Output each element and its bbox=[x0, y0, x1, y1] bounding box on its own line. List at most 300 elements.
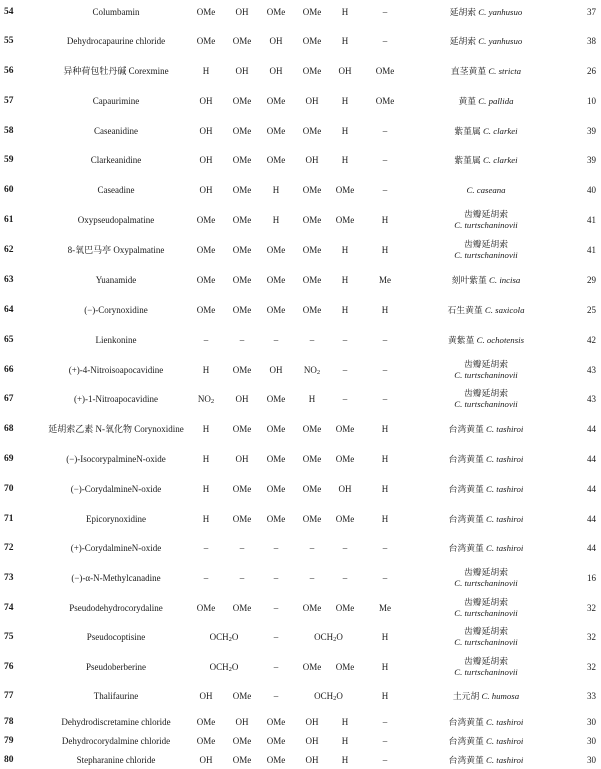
substituent-r1: OMe bbox=[196, 215, 216, 225]
plant-source-cn: 台湾黄堇 bbox=[448, 484, 487, 494]
substituent-r4: OH bbox=[305, 717, 319, 727]
table-row bbox=[0, 421, 601, 437]
plant-source-cn: 齿瓣延胡索 bbox=[464, 388, 508, 398]
substituent-r5: OMe bbox=[335, 662, 355, 672]
reference-number: 41 bbox=[587, 215, 596, 225]
substituent-r3: OMe bbox=[266, 717, 286, 727]
reference-number: 43 bbox=[587, 365, 596, 375]
compound-name: Caseanidine bbox=[94, 126, 138, 136]
compound-number: 64 bbox=[4, 305, 14, 315]
compound-name: (−)-α-N-Methylcanadine bbox=[71, 573, 161, 583]
substituent-r3: OMe bbox=[266, 454, 286, 464]
substituent-r2: OMe bbox=[232, 96, 252, 106]
plant-source bbox=[416, 332, 556, 348]
table-row bbox=[0, 451, 601, 467]
compound-number: 57 bbox=[4, 96, 14, 106]
plant-source bbox=[416, 63, 556, 79]
plant-source-latin: C. tashiroi bbox=[486, 755, 524, 765]
substituent-r4: OH bbox=[305, 96, 319, 106]
plant-source-latin: C. yanhusuo bbox=[478, 36, 523, 46]
substituent-r4: OH bbox=[305, 755, 319, 765]
reference-number: 44 bbox=[587, 514, 596, 524]
plant-source bbox=[416, 33, 556, 49]
plant-source-latin: C. clarkei bbox=[482, 126, 518, 136]
compound-number: 76 bbox=[4, 662, 14, 672]
substituent-r5: OMe bbox=[335, 185, 355, 195]
plant-source bbox=[416, 688, 556, 704]
compound-name: Clarkeanidine bbox=[90, 155, 142, 165]
table-row bbox=[0, 332, 601, 348]
substituent-r3: H bbox=[272, 215, 280, 225]
plant-source-cn: 齿瓣延胡索 bbox=[464, 567, 508, 577]
plant-source-cn: 延胡索 bbox=[449, 7, 479, 17]
compound-name: Dehydrocorydalmine chloride bbox=[61, 736, 171, 746]
table-row bbox=[0, 302, 601, 318]
substituent-r3: – bbox=[273, 632, 279, 642]
substituent-r1: OMe bbox=[196, 36, 216, 46]
reference-number: 38 bbox=[587, 36, 596, 46]
substituent-r2: OMe bbox=[232, 755, 252, 765]
reference-number: 30 bbox=[587, 736, 596, 746]
substituent-r2: OMe bbox=[232, 736, 252, 746]
substituent-r4: OMe bbox=[302, 514, 322, 524]
substituent-r4: OMe bbox=[302, 305, 322, 315]
table-row bbox=[0, 540, 601, 556]
compound-number: 72 bbox=[4, 543, 14, 553]
substituent-r5: H bbox=[341, 275, 349, 285]
plant-source-latin: C. turtschaninovii bbox=[454, 637, 518, 647]
plant-source-latin: C. pallida bbox=[478, 96, 514, 106]
reference-number: 43 bbox=[587, 394, 596, 404]
substituent-r3: OMe bbox=[266, 245, 286, 255]
substituent-r1: – bbox=[203, 543, 209, 553]
substituent-r3: OMe bbox=[266, 755, 286, 765]
plant-source bbox=[416, 182, 556, 198]
substituent-r2: OH bbox=[235, 454, 249, 464]
compound-name: (−)-Corynoxidine bbox=[84, 305, 148, 315]
compound-name: Epicorynoxidine bbox=[86, 514, 146, 524]
table-row bbox=[0, 33, 601, 49]
substituent-r3: – bbox=[273, 691, 279, 701]
plant-source-latin: C. saxicola bbox=[484, 305, 525, 315]
substituent-r2: OMe bbox=[232, 603, 252, 613]
substituent-r2: OMe bbox=[232, 185, 252, 195]
compound-name: Pseudodehydrocorydaline bbox=[69, 603, 163, 613]
compound-number: 60 bbox=[4, 185, 14, 195]
plant-source-cn: 齿瓣延胡索 bbox=[464, 359, 508, 369]
plant-source bbox=[416, 597, 556, 619]
substituent-r2: OH bbox=[235, 717, 249, 727]
plant-source bbox=[416, 481, 556, 497]
substituent-r4: OMe bbox=[302, 662, 322, 672]
substituent-r6: OMe bbox=[375, 66, 395, 76]
table-row bbox=[0, 481, 601, 497]
substituent-r3: OMe bbox=[266, 126, 286, 136]
substituent-r4: – bbox=[309, 543, 315, 553]
plant-source-latin: C. stricta bbox=[488, 66, 522, 76]
reference-number: 42 bbox=[587, 335, 596, 345]
reference-number: 10 bbox=[587, 96, 596, 106]
table-row bbox=[0, 752, 601, 768]
reference-number: 44 bbox=[587, 454, 596, 464]
substituent-r1: H bbox=[202, 484, 210, 494]
reference-number: 29 bbox=[587, 275, 596, 285]
plant-source-cn: 石生黄堇 bbox=[447, 305, 485, 315]
substituent-r4: OMe bbox=[302, 603, 322, 613]
substituent-r3: OMe bbox=[266, 155, 286, 165]
substituent-r6: H bbox=[381, 484, 389, 494]
substituent-r3: – bbox=[273, 543, 279, 553]
substituent-r6: – bbox=[382, 155, 388, 165]
plant-source-latin: C. incisa bbox=[489, 275, 521, 285]
compound-number: 58 bbox=[4, 126, 14, 136]
substituent-r1: H bbox=[202, 365, 210, 375]
compound-number: 65 bbox=[4, 335, 14, 345]
substituent-r5: OMe bbox=[335, 454, 355, 464]
plant-source bbox=[416, 388, 556, 410]
reference-number: 30 bbox=[587, 717, 596, 727]
plant-source-cn: 齿瓣延胡索 bbox=[464, 656, 508, 666]
substituent-r4: $OCH_2O$ bbox=[314, 691, 343, 702]
table-row bbox=[0, 123, 601, 139]
substituent-r6: H bbox=[381, 424, 389, 434]
plant-source-cn: 齿瓣延胡索 bbox=[464, 209, 508, 219]
plant-source-latin: C. turtschaninovii bbox=[454, 578, 518, 588]
compound-name: Columbamin bbox=[92, 7, 140, 17]
substituent-r1: OMe bbox=[196, 305, 216, 315]
plant-source bbox=[416, 4, 556, 20]
compound-name: Pseudoberberine bbox=[86, 662, 146, 672]
substituent-r4: – bbox=[309, 335, 315, 345]
substituent-r1: $OCH_2O$ bbox=[209, 662, 239, 673]
substituent-r6: OMe bbox=[375, 96, 395, 106]
compound-number: 74 bbox=[4, 603, 14, 613]
substituent-r1: – bbox=[203, 335, 209, 345]
table-row bbox=[0, 359, 601, 380]
substituent-r3: – bbox=[273, 573, 279, 583]
plant-source bbox=[416, 656, 556, 678]
substituent-r6: – bbox=[382, 394, 388, 404]
substituent-r2: OMe bbox=[232, 424, 252, 434]
substituent-r5: H bbox=[341, 126, 349, 136]
substituent-r5: OMe bbox=[335, 603, 355, 613]
plant-source-cn: 土元胡 bbox=[452, 691, 482, 701]
substituent-r3: OMe bbox=[266, 484, 286, 494]
table-row bbox=[0, 272, 601, 288]
substituent-r1: H bbox=[202, 424, 210, 434]
compound-name: Dehydrodiscretamine chloride bbox=[61, 717, 171, 727]
table-row bbox=[0, 152, 601, 168]
substituent-r4: OMe bbox=[302, 126, 322, 136]
plant-source-cn: 黄紫堇 bbox=[448, 335, 477, 345]
substituent-r2: OMe bbox=[232, 365, 252, 375]
compound-number: 55 bbox=[4, 36, 14, 46]
substituent-r3: – bbox=[273, 335, 279, 345]
compound-number: 56 bbox=[4, 66, 14, 76]
substituent-r4: OMe bbox=[302, 7, 322, 17]
reference-number: 16 bbox=[587, 573, 596, 583]
substituent-r5: – bbox=[342, 394, 348, 404]
table-row bbox=[0, 209, 601, 230]
compound-name: Caseadine bbox=[97, 185, 135, 195]
compound-number: 75 bbox=[4, 632, 14, 642]
plant-source bbox=[416, 272, 556, 288]
table-row bbox=[0, 182, 601, 198]
substituent-r4: OMe bbox=[302, 66, 322, 76]
substituent-r1: OMe bbox=[196, 7, 216, 17]
reference-number: 32 bbox=[587, 603, 596, 613]
substituent-r2: OMe bbox=[232, 36, 252, 46]
plant-source bbox=[416, 626, 556, 648]
substituent-r5: OMe bbox=[335, 215, 355, 225]
compound-name: Dehydrocapaurine chloride bbox=[66, 36, 166, 46]
reference-number: 39 bbox=[587, 155, 596, 165]
substituent-r5: – bbox=[342, 365, 348, 375]
substituent-r2: – bbox=[239, 573, 245, 583]
substituent-r5: H bbox=[341, 755, 349, 765]
substituent-r1: OMe bbox=[196, 736, 216, 746]
plant-source-cn: 直茎黄堇 bbox=[450, 66, 489, 76]
plant-source-latin: C. tashiroi bbox=[486, 424, 524, 434]
substituent-r2: OH bbox=[235, 7, 249, 17]
substituent-r1: OMe bbox=[196, 275, 216, 285]
substituent-r3: OMe bbox=[266, 96, 286, 106]
table-row bbox=[0, 688, 601, 704]
table-row bbox=[0, 93, 601, 109]
table-row bbox=[0, 388, 601, 409]
substituent-r4: OH bbox=[305, 155, 319, 165]
substituent-r1: OH bbox=[199, 691, 213, 701]
substituent-r6: H bbox=[381, 454, 389, 464]
substituent-r3: OH bbox=[269, 66, 283, 76]
substituent-r4: OMe bbox=[302, 185, 322, 195]
substituent-r1: OH bbox=[199, 96, 213, 106]
plant-source-cn: 台湾黄堇 bbox=[448, 514, 487, 524]
reference-number: 44 bbox=[587, 484, 596, 494]
reference-number: 37 bbox=[587, 7, 596, 17]
compound-number: 78 bbox=[4, 717, 14, 727]
compound-number: 77 bbox=[4, 691, 14, 701]
substituent-r5: H bbox=[341, 736, 349, 746]
substituent-r4: H bbox=[308, 394, 316, 404]
substituent-r4: OMe bbox=[302, 424, 322, 434]
substituent-r2: OMe bbox=[232, 155, 252, 165]
reference-number: 44 bbox=[587, 424, 596, 434]
substituent-r4: $NO_2$ bbox=[303, 365, 321, 376]
substituent-r2: OMe bbox=[232, 215, 252, 225]
plant-source bbox=[416, 209, 556, 231]
substituent-r5: – bbox=[342, 335, 348, 345]
substituent-r5: – bbox=[342, 573, 348, 583]
compound-number: 59 bbox=[4, 155, 14, 165]
compound-number: 63 bbox=[4, 275, 14, 285]
substituent-r2: OMe bbox=[232, 514, 252, 524]
substituent-r5: OH bbox=[338, 66, 352, 76]
substituent-r1: OH bbox=[199, 755, 213, 765]
substituent-r6: – bbox=[382, 335, 388, 345]
compound-number: 69 bbox=[4, 454, 14, 464]
substituent-r5: H bbox=[341, 155, 349, 165]
compound-number: 62 bbox=[4, 245, 14, 255]
substituent-r3: OH bbox=[269, 36, 283, 46]
substituent-r5: OMe bbox=[335, 424, 355, 434]
substituent-r3: OMe bbox=[266, 275, 286, 285]
substituent-r1: OMe bbox=[196, 603, 216, 613]
compound-name: (−)-CorydalmineN-oxide bbox=[70, 484, 162, 494]
plant-source bbox=[416, 451, 556, 467]
compound-number: 71 bbox=[4, 514, 14, 524]
substituent-r5: H bbox=[341, 96, 349, 106]
substituent-r2: OMe bbox=[232, 484, 252, 494]
compound-number: 79 bbox=[4, 736, 14, 746]
plant-source bbox=[416, 93, 556, 109]
substituent-r1: OMe bbox=[196, 717, 216, 727]
substituent-r4: OMe bbox=[302, 245, 322, 255]
table-row bbox=[0, 597, 601, 618]
substituent-r6: H bbox=[381, 514, 389, 524]
compound-name: (+)-4-Nitroisoapocavidine bbox=[68, 365, 164, 375]
substituent-r6: H bbox=[381, 215, 389, 225]
plant-source-latin: C. turtschaninovii bbox=[454, 220, 518, 230]
compound-name: Capaurimine bbox=[92, 96, 140, 106]
substituent-r2: – bbox=[239, 543, 245, 553]
substituent-r6: – bbox=[382, 755, 388, 765]
substituent-r1: H bbox=[202, 454, 210, 464]
plant-source-latin: C. turtschaninovii bbox=[454, 667, 518, 677]
compound-name: Stepharanine chloride bbox=[76, 755, 156, 765]
substituent-r5: H bbox=[341, 7, 349, 17]
plant-source bbox=[416, 421, 556, 437]
compound-name: Oxypseudopalmatine bbox=[77, 215, 155, 225]
substituent-r4: OMe bbox=[302, 484, 322, 494]
substituent-r6: – bbox=[382, 126, 388, 136]
substituent-r6: – bbox=[382, 365, 388, 375]
table-row bbox=[0, 63, 601, 79]
substituent-r6: – bbox=[382, 717, 388, 727]
plant-source-latin: C. caseana bbox=[466, 185, 506, 195]
reference-number: 39 bbox=[587, 126, 596, 136]
plant-source-latin: C. tashiroi bbox=[486, 514, 524, 524]
plant-source-latin: C. turtschaninovii bbox=[454, 370, 518, 380]
substituent-r1: OH bbox=[199, 185, 213, 195]
substituent-r6: – bbox=[382, 736, 388, 746]
substituent-r5: OH bbox=[338, 484, 352, 494]
compound-number: 54 bbox=[4, 7, 14, 17]
plant-source-latin: C. ochotensis bbox=[476, 335, 524, 345]
compound-number: 68 bbox=[4, 424, 14, 434]
substituent-r4: $OCH_2O$ bbox=[314, 632, 343, 643]
substituent-r6: – bbox=[382, 543, 388, 553]
substituent-r4: OMe bbox=[302, 275, 322, 285]
substituent-r2: OMe bbox=[232, 245, 252, 255]
plant-source-latin: C. tashiroi bbox=[486, 454, 524, 464]
substituent-r1: H bbox=[202, 66, 210, 76]
plant-source bbox=[416, 752, 556, 768]
substituent-r5: H bbox=[341, 717, 349, 727]
plant-source-latin: C. turtschaninovii bbox=[454, 250, 518, 260]
substituent-r3: OH bbox=[269, 365, 283, 375]
substituent-r2: OMe bbox=[232, 275, 252, 285]
compound-number: 80 bbox=[4, 755, 14, 765]
plant-source bbox=[416, 302, 556, 318]
compound-name: Yuanamide bbox=[95, 275, 137, 285]
substituent-r6: H bbox=[381, 305, 389, 315]
substituent-r2: OMe bbox=[232, 126, 252, 136]
table-row bbox=[0, 656, 601, 677]
plant-source bbox=[416, 733, 556, 749]
substituent-r6: H bbox=[381, 245, 389, 255]
plant-source-cn: 黄堇 bbox=[458, 96, 479, 106]
substituent-r6: – bbox=[382, 573, 388, 583]
plant-source-cn: 台湾黄堇 bbox=[448, 717, 487, 727]
substituent-r4: OMe bbox=[302, 36, 322, 46]
substituent-r6: H bbox=[381, 662, 389, 672]
substituent-r3: OMe bbox=[266, 424, 286, 434]
reference-number: 41 bbox=[587, 245, 596, 255]
table-row bbox=[0, 4, 601, 20]
substituent-r3: OMe bbox=[266, 305, 286, 315]
plant-source-cn: 台湾黄堇 bbox=[448, 736, 487, 746]
substituent-r5: H bbox=[341, 245, 349, 255]
compound-number: 73 bbox=[4, 573, 14, 583]
reference-number: 26 bbox=[587, 66, 596, 76]
substituent-r6: H bbox=[381, 632, 389, 642]
substituent-r3: OMe bbox=[266, 736, 286, 746]
substituent-r1: – bbox=[203, 573, 209, 583]
plant-source-cn: 齿瓣延胡索 bbox=[464, 597, 508, 607]
substituent-r1: OH bbox=[199, 155, 213, 165]
substituent-r6: – bbox=[382, 185, 388, 195]
substituent-r3: H bbox=[272, 185, 280, 195]
plant-source-cn: 紫堇属 bbox=[454, 126, 483, 136]
plant-source bbox=[416, 511, 556, 527]
reference-number: 30 bbox=[587, 755, 596, 765]
compound-number: 61 bbox=[4, 215, 14, 225]
table-row bbox=[0, 626, 601, 647]
plant-source-cn: 台湾黄堇 bbox=[448, 424, 487, 434]
substituent-r4: – bbox=[309, 573, 315, 583]
plant-source-cn: 台湾黄堇 bbox=[448, 755, 487, 765]
compound-name: Pseudocoptisine bbox=[86, 632, 146, 642]
compound-number: 67 bbox=[4, 394, 14, 404]
reference-number: 40 bbox=[587, 185, 596, 195]
compound-name: 异种荷包牡丹碱 Corexmine bbox=[63, 66, 169, 76]
substituent-r4: OMe bbox=[302, 454, 322, 464]
compound-name: Thalifaurine bbox=[93, 691, 139, 701]
plant-source-cn: 紫堇属 bbox=[454, 155, 483, 165]
reference-number: 32 bbox=[587, 662, 596, 672]
table-row bbox=[0, 239, 601, 260]
plant-source-latin: C. tashiroi bbox=[486, 736, 524, 746]
compound-name: (+)-CorydalmineN-oxide bbox=[70, 543, 162, 553]
compound-name: 8-氧巴马亭 Oxypalmatine bbox=[67, 245, 165, 255]
substituent-r4: OMe bbox=[302, 215, 322, 225]
plant-source-cn: 延胡索 bbox=[449, 36, 479, 46]
table-row bbox=[0, 733, 601, 749]
plant-source-latin: C. tashiroi bbox=[486, 543, 524, 553]
substituent-r1: OMe bbox=[196, 245, 216, 255]
substituent-r5: OMe bbox=[335, 514, 355, 524]
compound-name: Lienkonine bbox=[95, 335, 137, 345]
plant-source bbox=[416, 540, 556, 556]
substituent-r2: OH bbox=[235, 394, 249, 404]
table-row bbox=[0, 511, 601, 527]
plant-source bbox=[416, 239, 556, 261]
substituent-r6: H bbox=[381, 691, 389, 701]
substituent-r1: H bbox=[202, 514, 210, 524]
compound-name: (+)-1-Nitroapocavidine bbox=[73, 394, 159, 404]
table-row bbox=[0, 714, 601, 730]
